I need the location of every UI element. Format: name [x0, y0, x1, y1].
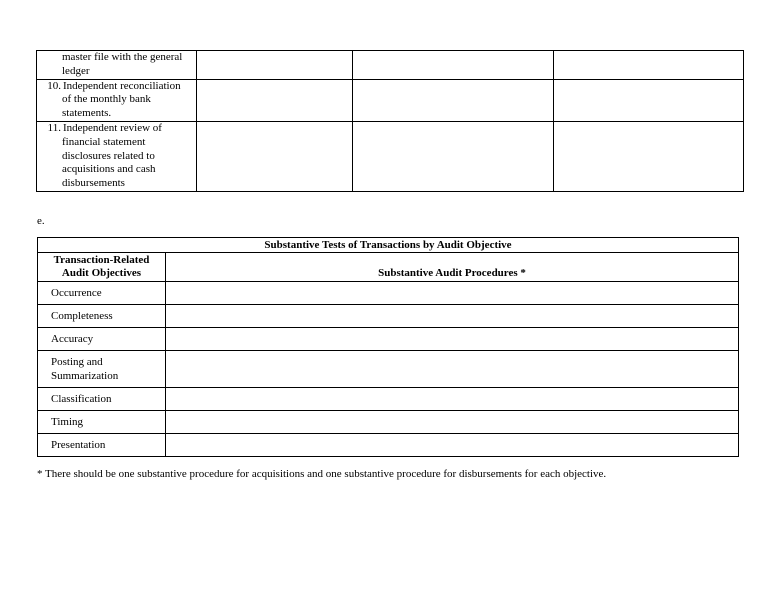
objective-cell: Occurrence — [38, 282, 166, 305]
empty-cell[interactable] — [197, 51, 353, 80]
procedure-cell[interactable] — [166, 305, 739, 328]
control-text: Independent reconciliation — [63, 79, 181, 92]
procedures-header: Substantive Audit Procedures * — [166, 253, 739, 282]
table-row — [37, 79, 744, 121]
control-matrix-table — [36, 50, 744, 192]
control-cell — [37, 79, 197, 121]
procedure-cell[interactable] — [166, 282, 739, 305]
table-title-row — [38, 238, 739, 253]
procedure-cell[interactable] — [166, 411, 739, 434]
item-number: 10. — [47, 79, 61, 92]
empty-cell[interactable] — [353, 79, 553, 121]
control-text: disclosures related to — [62, 149, 155, 162]
control-text: of the monthly bank — [62, 93, 151, 106]
empty-cell[interactable] — [553, 51, 743, 80]
table-row — [38, 434, 739, 457]
objective-cell: Timing — [38, 411, 166, 434]
audit-objective-table — [37, 237, 739, 457]
objective-cell: Accuracy — [38, 328, 166, 351]
procedure-cell[interactable] — [166, 434, 739, 457]
table-title: Substantive Tests of Transactions by Audit Objective — [38, 238, 739, 253]
table-row — [37, 121, 744, 191]
empty-cell[interactable] — [353, 121, 553, 191]
control-text: acquisitions and cash — [62, 163, 156, 176]
section-label: e. — [37, 215, 45, 227]
empty-cell[interactable] — [197, 121, 353, 191]
table-row — [38, 351, 739, 388]
procedure-cell[interactable] — [166, 328, 739, 351]
control-text: Independent review of — [63, 121, 162, 134]
procedure-cell[interactable] — [166, 388, 739, 411]
table-header-row — [38, 253, 739, 282]
footnote: * There should be one substantive procedure for acquisitions and one substantive procedure for disbursements for each objective. — [37, 468, 607, 480]
empty-cell[interactable] — [553, 121, 743, 191]
empty-cell[interactable] — [353, 51, 553, 80]
objective-cell: Completeness — [38, 305, 166, 328]
control-cell — [37, 121, 197, 191]
item-number: 11. — [47, 121, 61, 134]
control-text: disbursements — [62, 177, 125, 190]
table-row — [38, 305, 739, 328]
objective-cell: Posting and Summarization — [38, 351, 166, 388]
empty-cell[interactable] — [197, 79, 353, 121]
procedure-cell[interactable] — [166, 351, 739, 388]
table-row — [38, 282, 739, 305]
control-text: master file with the general — [62, 51, 183, 63]
objectives-header: Transaction-Related Audit Objectives — [38, 253, 166, 282]
empty-cell[interactable] — [553, 79, 743, 121]
table-row — [38, 328, 739, 351]
objective-cell: Classification — [38, 388, 166, 411]
control-text: financial statement — [62, 135, 146, 148]
control-cell — [37, 51, 197, 80]
table-row — [38, 388, 739, 411]
control-text: ledger — [62, 64, 90, 77]
objective-cell: Presentation — [38, 434, 166, 457]
table-row — [37, 51, 744, 80]
table-row — [38, 411, 739, 434]
control-text: statements. — [62, 107, 112, 120]
